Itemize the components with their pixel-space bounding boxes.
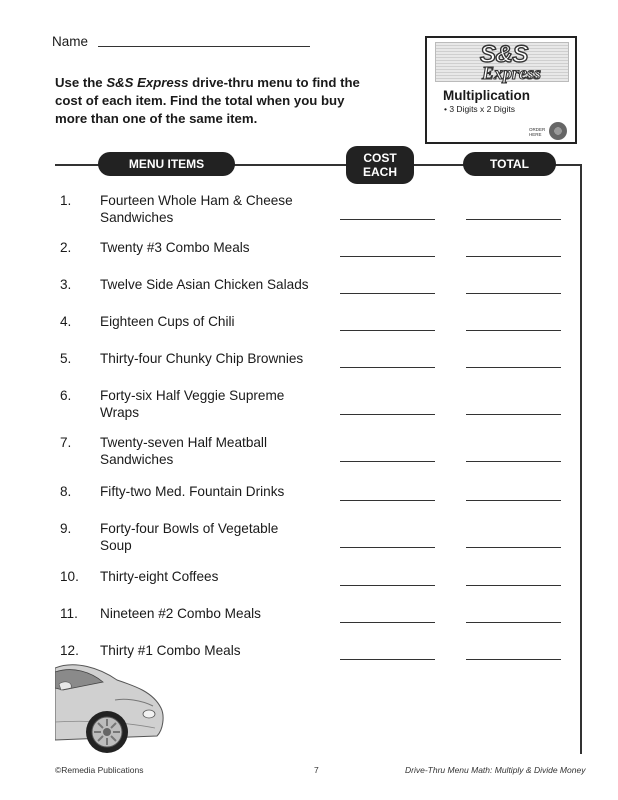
item-number: 7. (60, 435, 72, 450)
cost-each-line-1: COST (363, 151, 397, 165)
total-answer-line[interactable] (466, 414, 561, 415)
total-answer-line[interactable] (466, 219, 561, 220)
item-number: 1. (60, 193, 72, 208)
cost-answer-line[interactable] (340, 330, 435, 331)
cost-answer-line[interactable] (340, 547, 435, 548)
order-label-2: HERE (529, 132, 542, 137)
topic-box (425, 36, 577, 144)
item-number: 5. (60, 351, 72, 366)
item-text: Thirty #1 Combo Meals (100, 643, 241, 658)
topic-subtitle: • 3 Digits x 2 Digits (444, 104, 515, 114)
logo-express-text: Express (482, 63, 542, 83)
order-here-label (529, 127, 545, 137)
cost-each-line-2: EACH (362, 165, 397, 179)
item-text: Forty-six Half Veggie Supreme Wraps (100, 388, 285, 420)
instructions (55, 74, 375, 128)
speaker-icon (549, 122, 567, 140)
item-number: 2. (60, 240, 72, 255)
cost-answer-line[interactable] (340, 256, 435, 257)
cost-answer-line[interactable] (340, 659, 435, 660)
ss-express-logo (435, 42, 569, 82)
item-number: 12. (60, 643, 79, 658)
footer-copyright: ©Remedia Publications (55, 765, 144, 775)
item-number: 4. (60, 314, 72, 329)
total-answer-line[interactable] (466, 585, 561, 586)
total-answer-line[interactable] (466, 547, 561, 548)
order-label-1: ORDER (529, 127, 546, 132)
item-number: 10. (60, 569, 79, 584)
car-illustration-icon (55, 650, 167, 760)
total-answer-line[interactable] (466, 367, 561, 368)
cost-answer-line[interactable] (340, 461, 435, 462)
instructions-brand: S&S Express (106, 75, 189, 90)
cost-answer-line[interactable] (340, 219, 435, 220)
item-number: 8. (60, 484, 72, 499)
total-answer-line[interactable] (466, 256, 561, 257)
cost-answer-line[interactable] (340, 414, 435, 415)
item-text: Fifty-two Med. Fountain Drinks (100, 484, 285, 499)
total-answer-line[interactable] (466, 293, 561, 294)
item-number: 9. (60, 521, 72, 536)
item-text: Fourteen Whole Ham & Cheese Sandwiches (100, 193, 293, 225)
item-text: Thirty-four Chunky Chip Brownies (100, 351, 304, 366)
item-text: Twenty #3 Combo Meals (100, 240, 250, 255)
cost-answer-line[interactable] (340, 293, 435, 294)
total-answer-line[interactable] (466, 500, 561, 501)
total-answer-line[interactable] (466, 461, 561, 462)
item-number: 3. (60, 277, 72, 292)
item-text: Forty-four Bowls of Vegetable Soup (100, 521, 279, 553)
cost-each-header (346, 146, 414, 184)
menu-items-header: MENU ITEMS (98, 152, 235, 176)
instructions-lead: Use the (55, 75, 103, 90)
total-answer-line[interactable] (466, 659, 561, 660)
name-label: Name (52, 34, 89, 49)
footer-page-number: 7 (314, 765, 319, 775)
total-answer-line[interactable] (466, 622, 561, 623)
item-text: Nineteen #2 Combo Meals (100, 606, 261, 621)
item-text: Thirty-eight Coffees (100, 569, 219, 584)
logo-ss-text: S&S (480, 41, 528, 68)
item-text: Eighteen Cups of Chili (100, 314, 235, 329)
name-field[interactable] (98, 46, 310, 47)
total-answer-line[interactable] (466, 330, 561, 331)
item-number: 6. (60, 388, 72, 403)
item-text: Twenty-seven Half Meatball Sandwiches (100, 435, 267, 467)
cost-answer-line[interactable] (340, 585, 435, 586)
cost-answer-line[interactable] (340, 622, 435, 623)
cost-answer-line[interactable] (340, 500, 435, 501)
instructions-rest: drive-thru menu to find the cost of each item. Find the total when you buy more than one of the same item. (55, 75, 360, 126)
item-text: Twelve Side Asian Chicken Salads (100, 277, 309, 292)
item-number: 11. (60, 606, 78, 621)
topic-title: Multiplication (443, 88, 530, 103)
total-header: TOTAL (463, 152, 556, 176)
cost-answer-line[interactable] (340, 367, 435, 368)
footer-book-title: Drive-Thru Menu Math: Multiply & Divide Money (405, 765, 586, 775)
